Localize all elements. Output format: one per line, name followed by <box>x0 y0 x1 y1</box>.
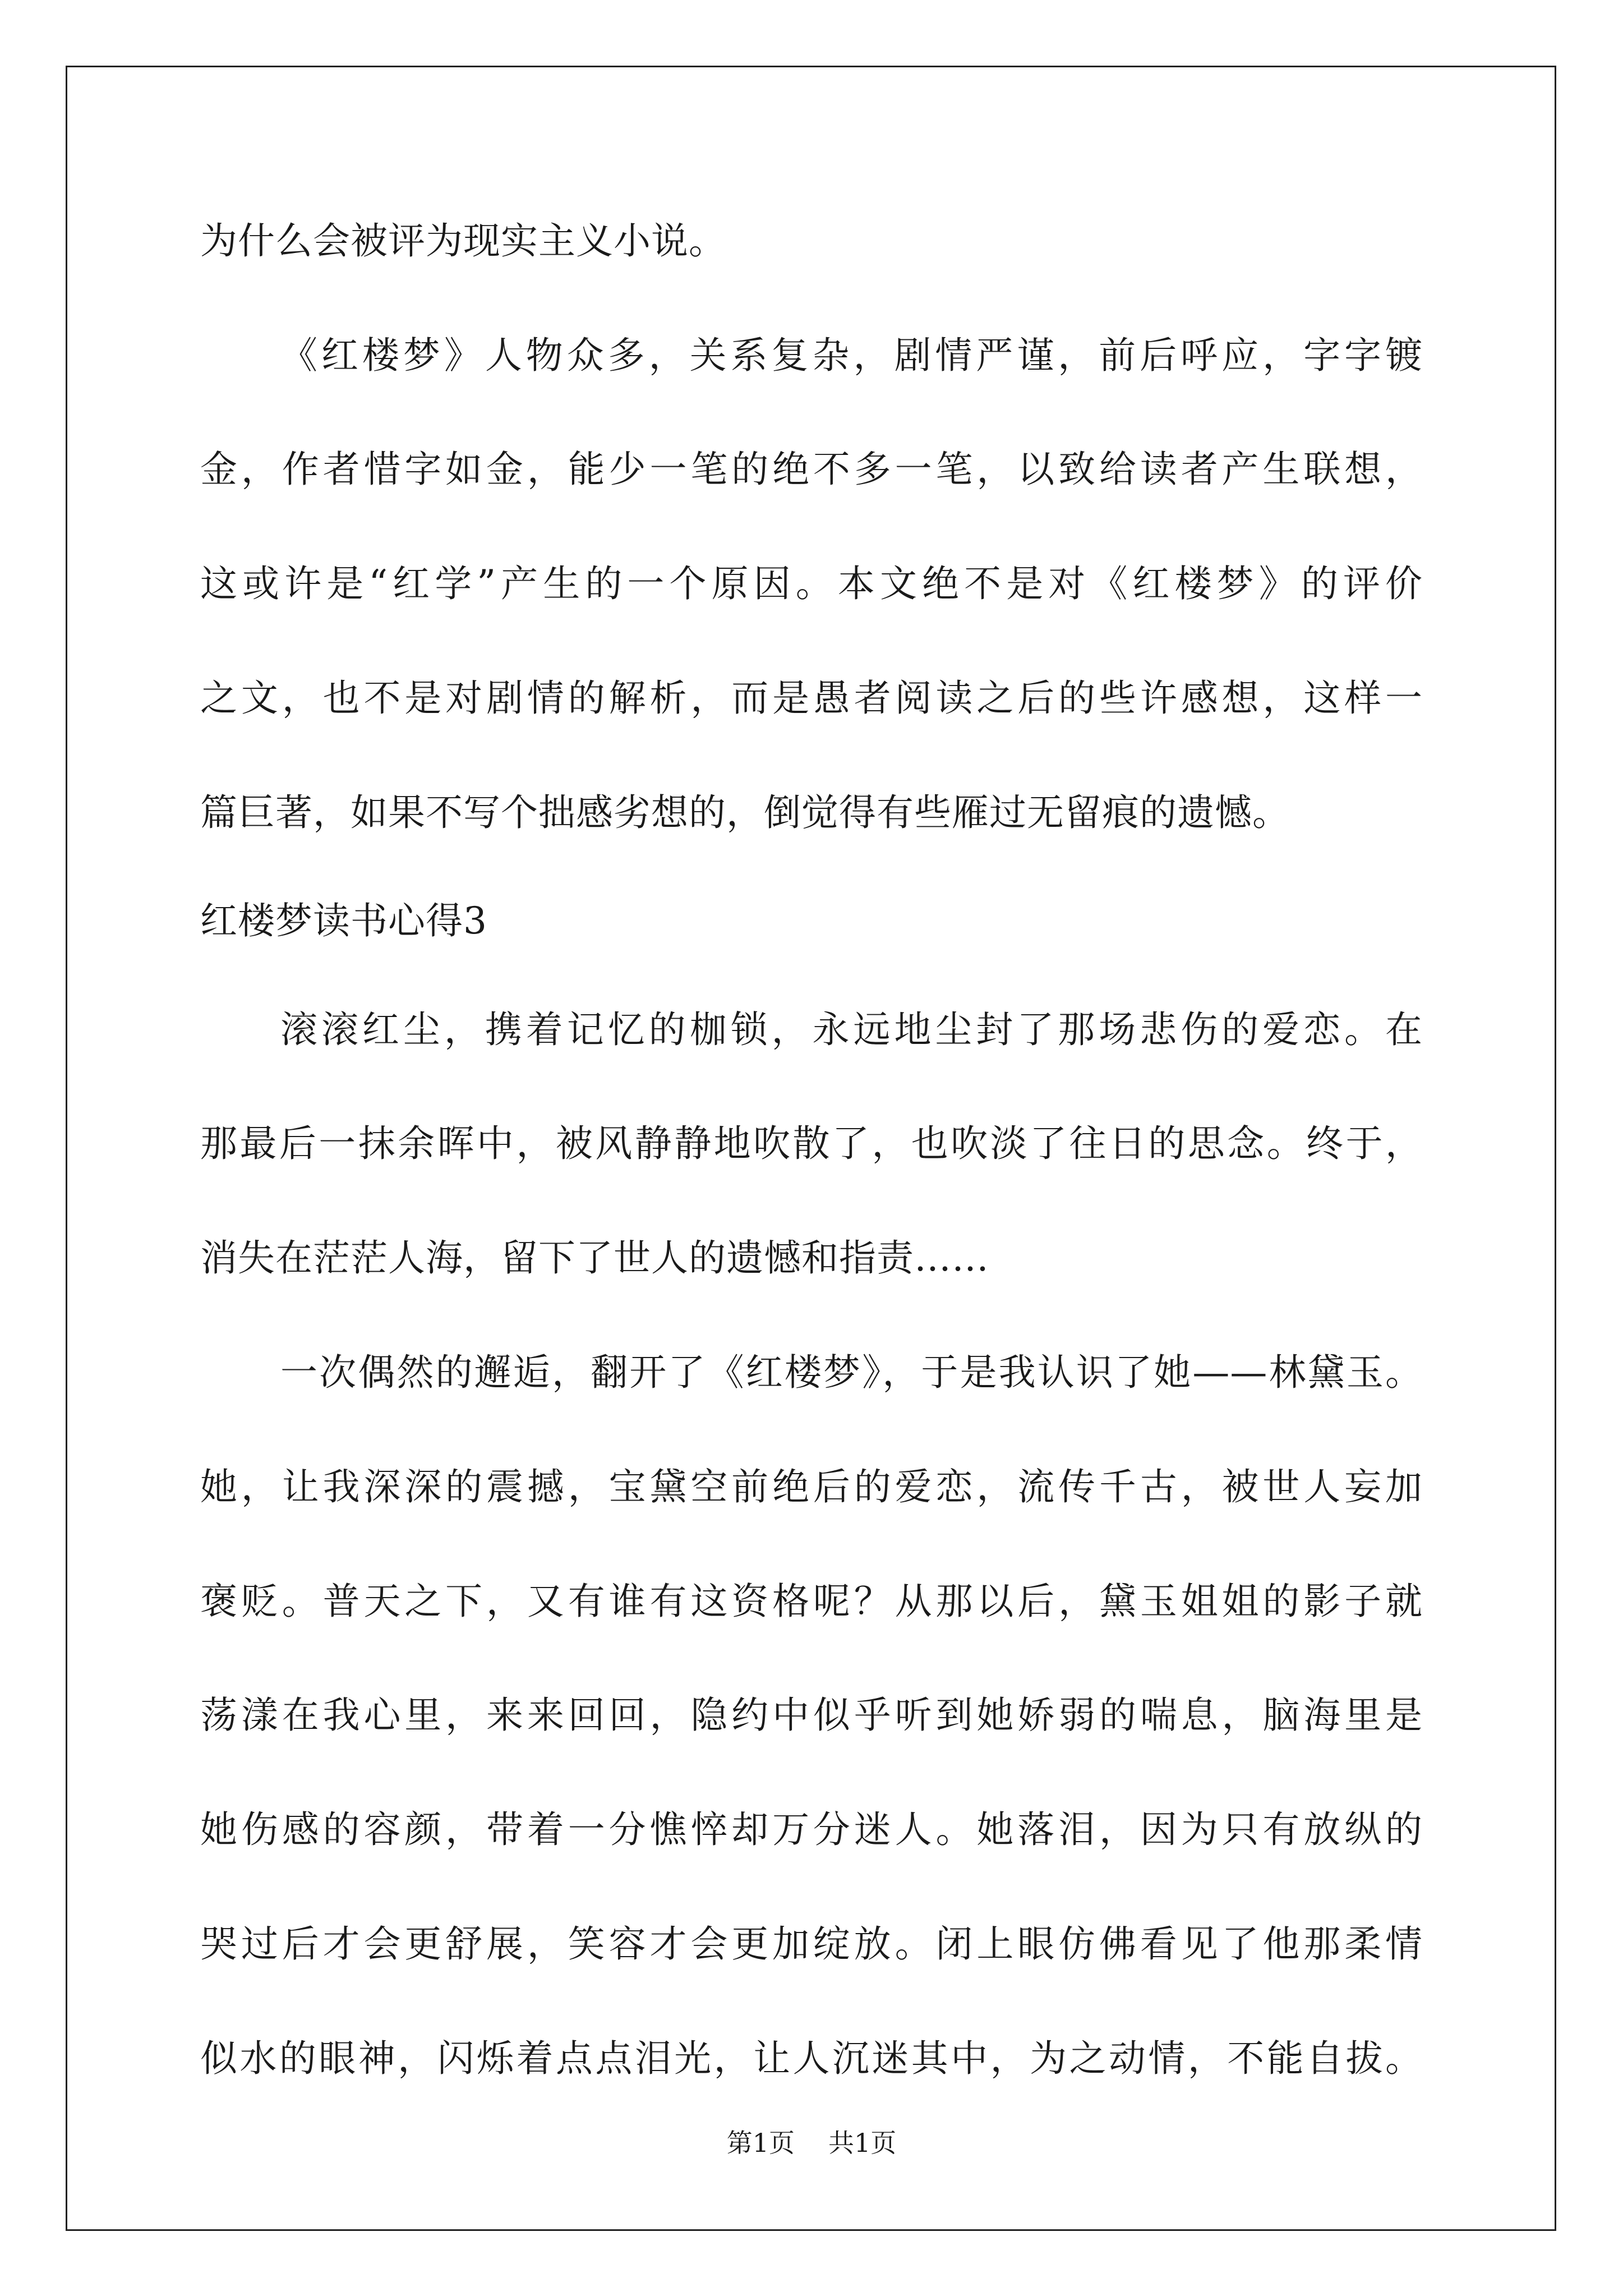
section-heading: 红楼梦读书心得3 <box>200 899 487 942</box>
page-footer <box>0 2126 1623 2160</box>
text-line-17: 似水的眼神，闪烁着点点泪光，让人沉迷其中，为之动情，不能自拔。 <box>200 2037 1423 2080</box>
text-line-13: 褒贬。普天之下，又有谁有这资格呢？从那以后，黛玉姐姐的影子就 <box>200 1580 1423 1623</box>
text-line-8: 滚滚红尘，携着记忆的枷锁，永远地尘封了那场悲伤的爱恋。在 <box>280 1008 1423 1051</box>
text-line-16: 哭过后才会更舒展，笑容才会更加绽放。闭上眼仿佛看见了他那柔情 <box>200 1922 1423 1966</box>
text-line-1: 为什么会被评为现实主义小说。 <box>200 219 726 263</box>
text-line-2: 《红楼梦》人物众多，关系复杂，剧情严谨，前后呼应，字字镀 <box>280 334 1423 377</box>
text-line-5: 之文，也不是对剧情的解析，而是愚者阅读之后的些许感想，这样一 <box>200 677 1423 720</box>
text-line-11: 一次偶然的邂逅，翻开了《红楼梦》，于是我认识了她——林黛玉。 <box>280 1351 1423 1394</box>
text-line-15: 她伤感的容颜，带着一分憔悴却万分迷人。她落泪，因为只有放纵的 <box>200 1808 1423 1851</box>
text-line-9: 那最后一抹余晖中，被风静静地吹散了，也吹淡了往日的思念。终于， <box>200 1122 1423 1165</box>
page-total: 共1页 <box>828 2128 897 2158</box>
text-line-14: 荡漾在我心里，来来回回，隐约中似乎听到她娇弱的喘息，脑海里是 <box>200 1694 1423 1737</box>
page-number: 第1页 <box>726 2128 795 2158</box>
text-line-3: 金，作者惜字如金，能少一笔的绝不多一笔，以致给读者产生联想， <box>200 448 1423 491</box>
text-line-10: 消失在茫茫人海，留下了世人的遗憾和指责…… <box>200 1236 989 1280</box>
text-line-12: 她，让我深深的震撼，宝黛空前绝后的爱恋，流传千古，被世人妄加 <box>200 1465 1423 1508</box>
text-line-4: 这或许是“红学”产生的一个原因。本文绝不是对《红楼梦》的评价 <box>200 562 1423 605</box>
text-line-6: 篇巨著，如果不写个拙感劣想的，倒觉得有些雁过无留痕的遗憾。 <box>200 791 1290 834</box>
